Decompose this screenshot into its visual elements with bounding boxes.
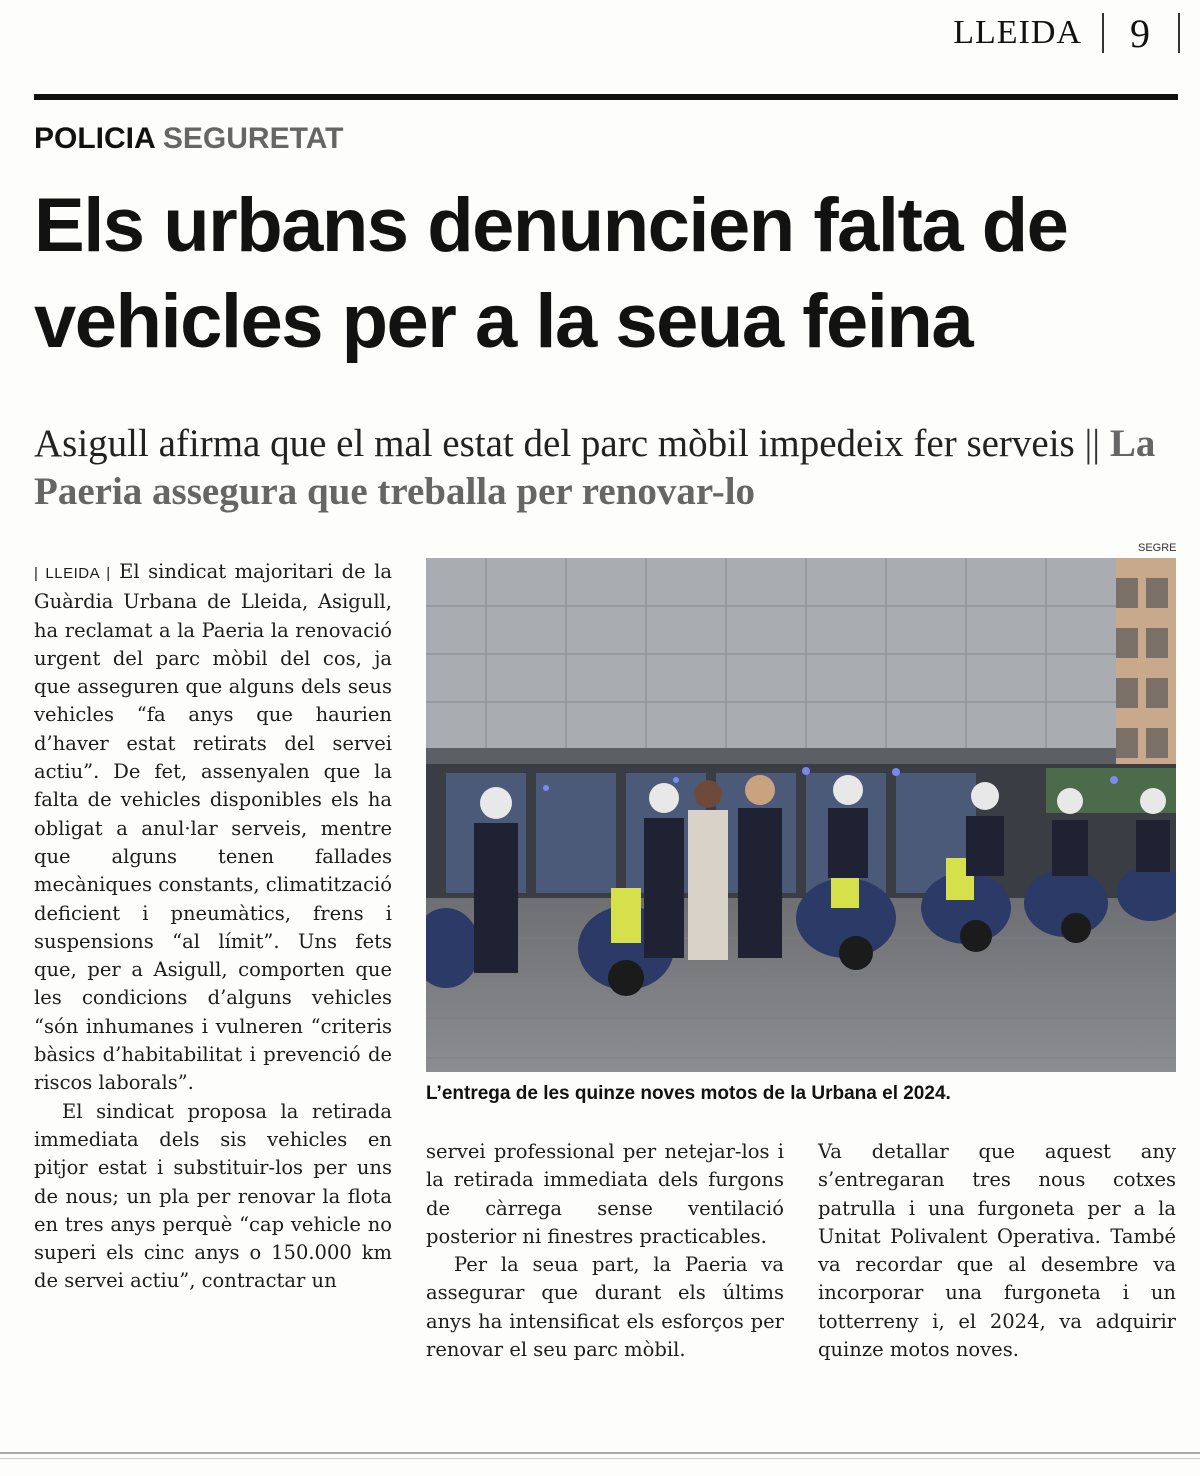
text-column-1 [34, 558, 392, 1296]
page-header [953, 8, 1180, 58]
top-rule [34, 94, 1178, 100]
photo-credit: SEGRE [1138, 542, 1177, 554]
kicker-secondary: SEGURETAT [162, 122, 344, 155]
body-paragraph-3: servei professional per netejar-los i la retirada immediata dels furgons de càrrega sense ventilació posterior ni finestres practicables. [426, 1140, 784, 1248]
subheadline-part-1: Asigull afirma que el mal estat del parc mòbil impedeix fer serveis [34, 422, 1075, 465]
text-column-2 [426, 1138, 784, 1364]
headline-line-2: vehicles per a la seua feina [34, 279, 973, 364]
bottom-rule [0, 1452, 1200, 1454]
body-text: El sindicat majoritari de la Guàrdia Urbana de Lleida, Asigull, ha reclamat a la Paeria la renovació urgent del parc mòbil del cos, ja que asseguren que alguns dels seus vehicles “fa anys que haurien d’haver estat retirats del servei actiu”. De fet, assenyalen que la falta de vehicles disponibles els ha obligat a anul·lar serveis, mentre que alguns tenen fallades mecàniques constants, climatització deficient i pneumàtics, frens i suspensions “al límit”. Uns fets que, per a Asigull, comporten que les condicions d’alguns vehicles “són inhumanes i vulneren “criteris bàsics d’habitabilitat i prevenció de riscos laborals”. [34, 560, 392, 1095]
body-paragraph-5: Va detallar que aquest any s’entregaran tres nous cotxes patrulla i una furgoneta per a la Unitat Polivalent Operativa. També va recordar que al desembre va incorporar una furgoneta i un totterreny i, el 2024, va adquirir quinze motos noves. [818, 1140, 1176, 1362]
header-divider-right [1178, 13, 1180, 53]
photo-caption: L’entrega de les quinze noves motos de la Urbana el 2024. [426, 1083, 951, 1104]
body-paragraph-1 [34, 558, 392, 1098]
text-column-3 [818, 1138, 1176, 1364]
headline [34, 178, 1184, 370]
bottom-rule-thin [0, 1458, 1200, 1459]
dateline: | LLEIDA | [34, 565, 111, 582]
subheadline-separator: || [1084, 422, 1101, 465]
article-photo [426, 558, 1176, 1072]
page-number: 9 [1130, 10, 1150, 56]
subheadline-part-2: La Paeria assegura que treballa per renovar-lo [34, 422, 1156, 513]
section-name: LLEIDA [953, 14, 1082, 51]
header-divider [1102, 13, 1104, 53]
body-paragraph-2: El sindicat proposa la retirada immediata dels sis vehicles en pitjor estat i substituir-los per uns de nous; un pla per renovar la flota en tres anys perquè “cap vehicle no superi els cinc anys o 150.000 km de servei actiu”, contractar un [34, 1099, 392, 1293]
kicker [34, 122, 343, 156]
body-paragraph-4: Per la seua part, la Paeria va assegurar que durant els últims anys ha intensificat els esforços per renovar el seu parc mòbil. [426, 1253, 784, 1362]
subheadline [34, 420, 1184, 516]
photo-illustration [426, 558, 1176, 1072]
headline-line-1: Els urbans denuncien falta de [34, 183, 1068, 268]
kicker-primary: POLICIA [34, 122, 155, 155]
